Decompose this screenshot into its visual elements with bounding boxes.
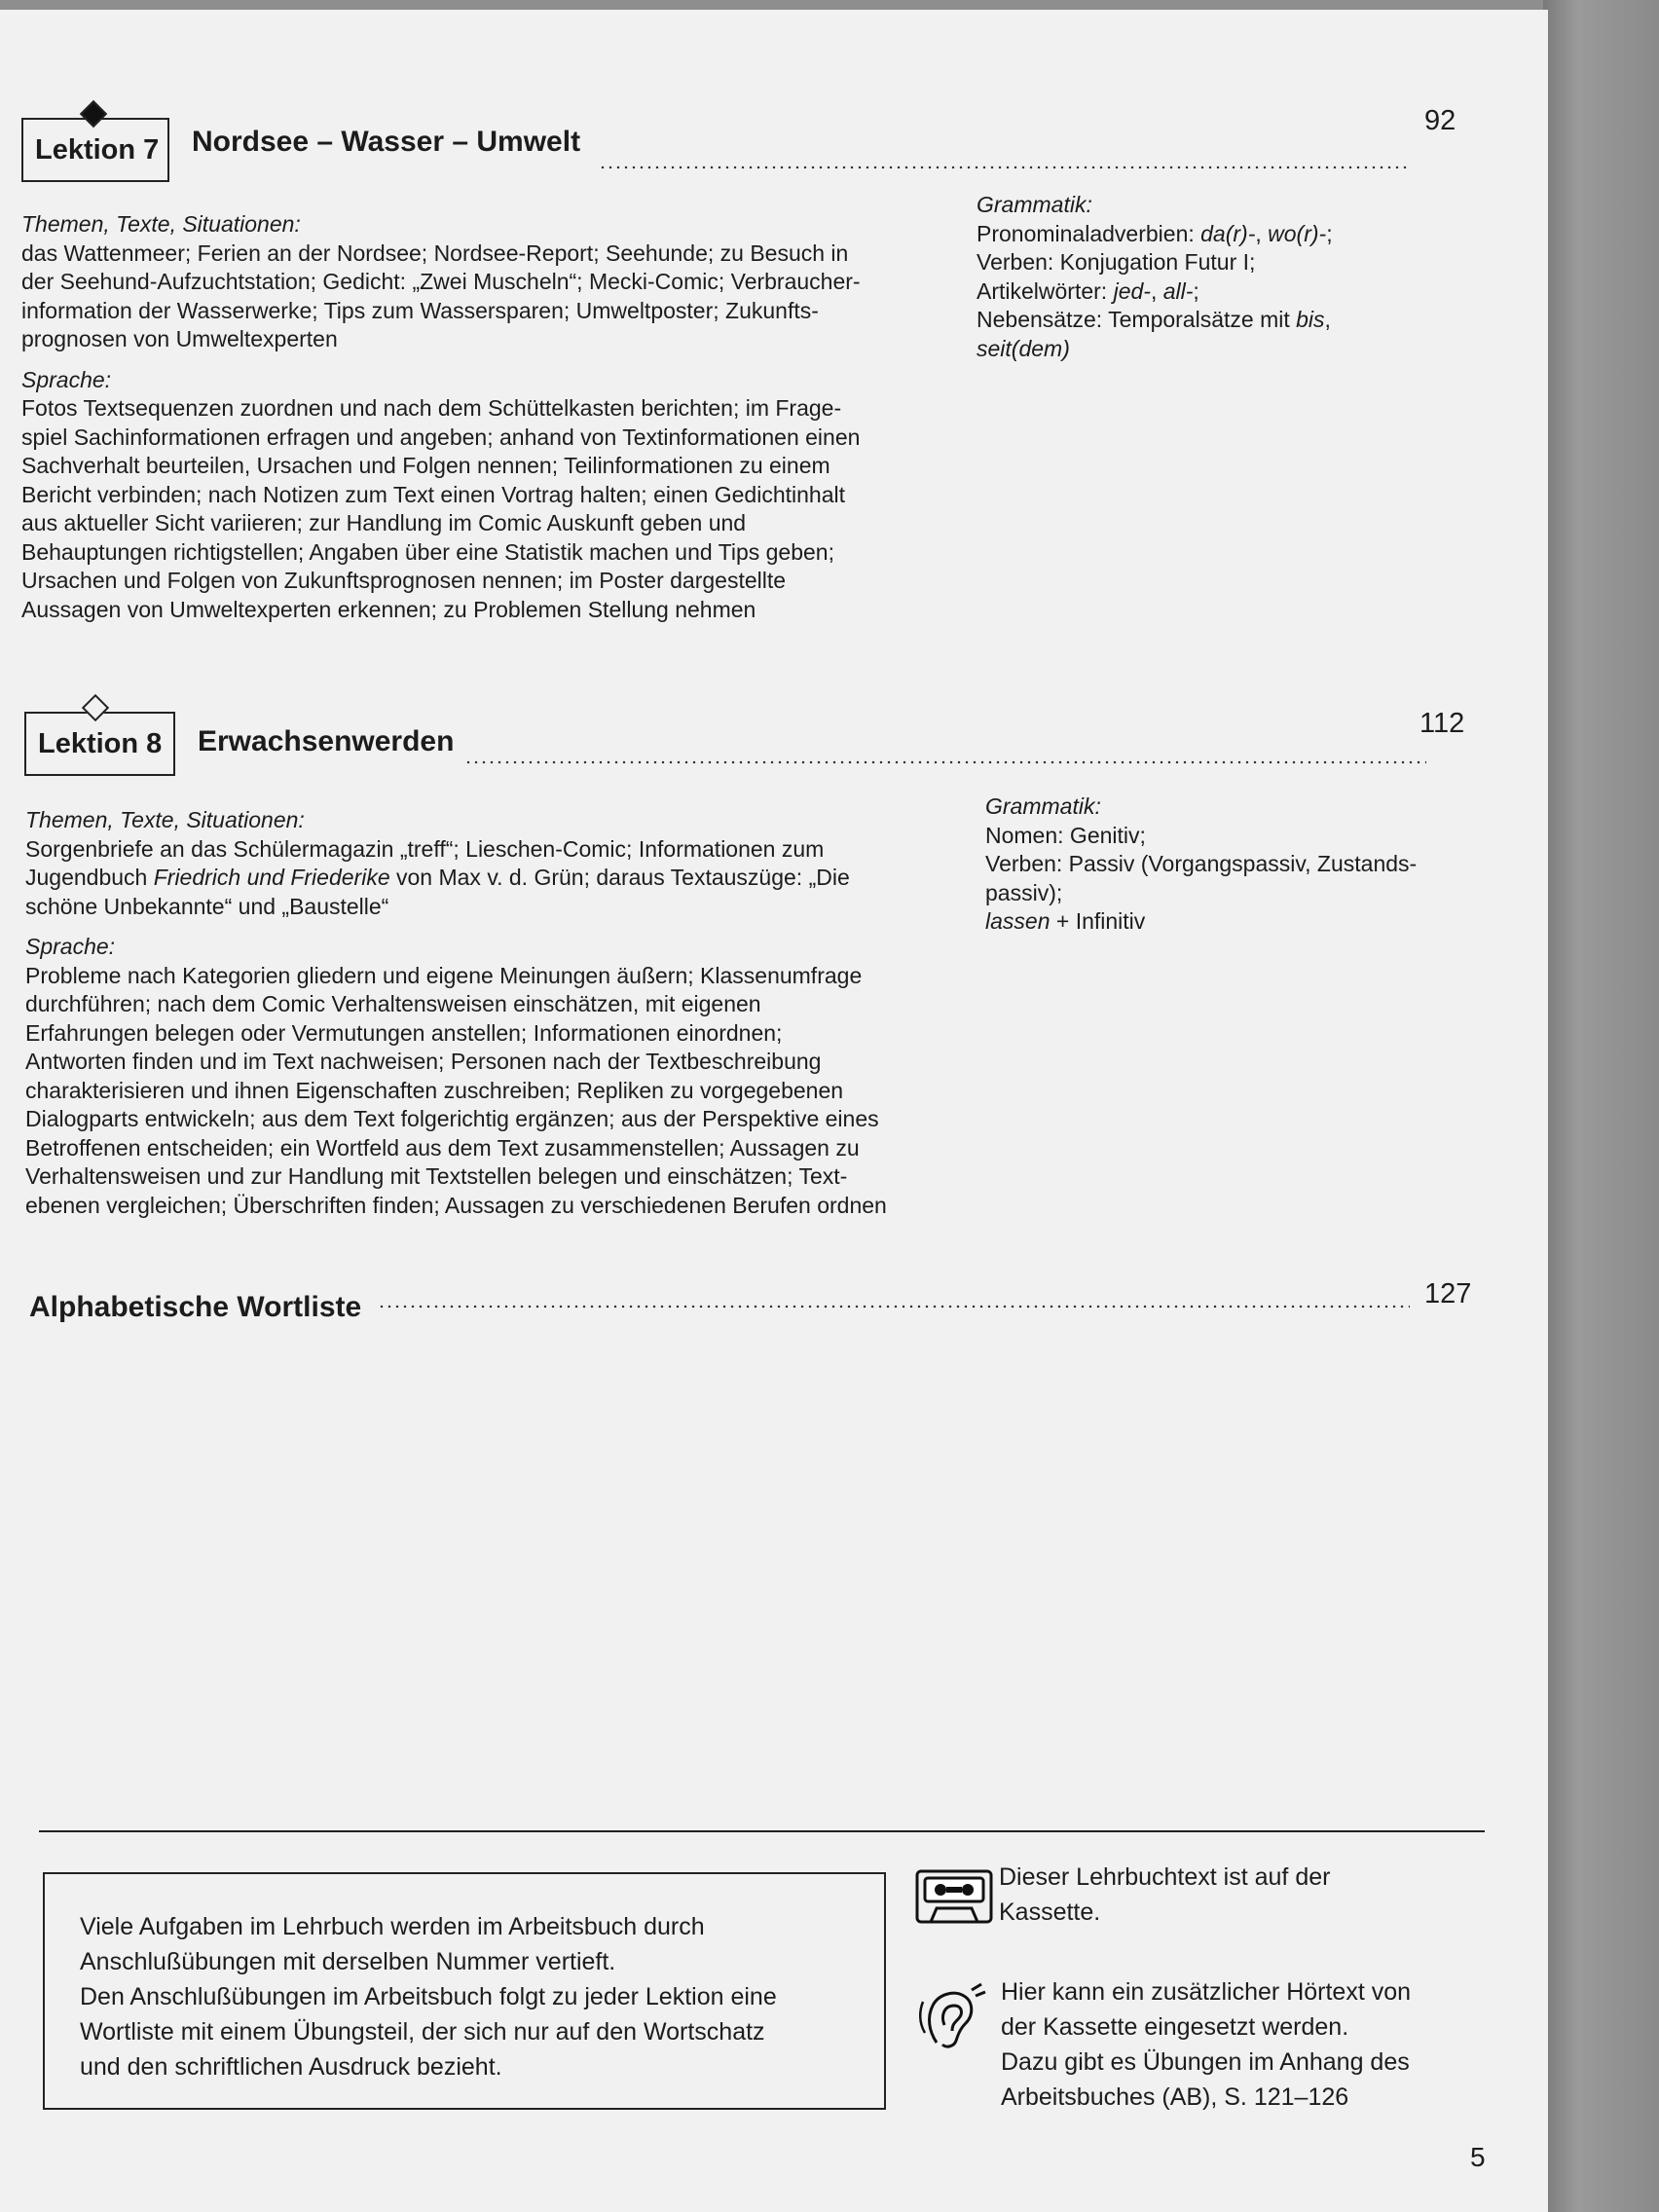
themen-line: information der Wasserwerke; Tips zum Wassersparen; Umweltposter; Zukunfts- <box>21 297 819 323</box>
grammar-line: lassen + Infinitiv <box>985 908 1146 934</box>
sprache-line: Ursachen und Folgen von Zukunftsprognosen nennen; im Poster dargestellte <box>21 568 787 593</box>
grammar-line: passiv); <box>985 879 1063 905</box>
grammar-line: Artikelwörter: jed-, all-; <box>977 277 1199 304</box>
info-box <box>43 1872 886 2110</box>
sprache-label: Sprache: <box>21 366 112 392</box>
leader-dots <box>378 1305 1410 1309</box>
lesson-8-title: Erwachsenwerden <box>198 725 455 757</box>
grammatik-label: Grammatik: <box>977 192 1092 217</box>
lesson-8-content <box>25 806 984 1220</box>
legend-line: Kassette. <box>999 1899 1101 1926</box>
sprache-line: Dialogparts entwickeln; aus dem Text folgerichtig ergänzen; aus der Perspektive eines <box>25 1106 879 1131</box>
ear-legend <box>1001 1974 1517 2115</box>
info-line: und den schriftlichen Ausdruck bezieht. <box>80 2053 502 2081</box>
themen-line: der Seehund-Aufzuchtstation; Gedicht: „Zwei Muscheln“; Mecki-Comic; Verbraucher- <box>21 269 861 294</box>
sprache-line: Betroffenen entscheiden; ein Wortfeld aus dem Text zusammenstellen; Aussagen zu <box>25 1134 860 1161</box>
grammar-line: Pronominaladverbien: da(r)-, wo(r)-; <box>977 220 1333 246</box>
wortliste-page-number: 127 <box>1424 1278 1472 1309</box>
legend-line: Dazu gibt es Übungen im Anhang des <box>1001 2048 1410 2076</box>
legend-line: Dieser Lehrbuchtext ist auf der <box>999 1863 1331 1891</box>
lesson-8-label: Lektion 8 <box>24 712 175 776</box>
themen-line: Sorgenbriefe an das Schülermagazin „treff“; Lieschen-Comic; Informationen zum <box>25 835 825 862</box>
page-number: 5 <box>1470 2142 1486 2172</box>
grammar-line: seit(dem) <box>977 335 1070 361</box>
leader-dots <box>599 166 1409 169</box>
sprache-line: Aussagen von Umweltexperten erkennen; zu Problemen Stellung nehmen <box>21 596 756 622</box>
horizontal-rule <box>39 1830 1485 1832</box>
lesson-8-grammar <box>985 793 1501 937</box>
lesson-7-content <box>21 210 956 624</box>
sprache-line: Probleme nach Kategorien gliedern und eigene Meinungen äußern; Klassenumfrage <box>25 962 863 988</box>
sprache-label: Sprache: <box>25 934 116 959</box>
lesson-7-label: Lektion 7 <box>21 118 169 182</box>
sprache-line: aus aktueller Sicht variieren; zur Handlung im Comic Auskunft geben und <box>21 510 747 535</box>
sprache-line: Erfahrungen belegen oder Vermutungen anstellen; Informationen einordnen; <box>25 1019 783 1046</box>
sprache-line: ebenen vergleichen; Überschriften finden; Aussagen zu verschiedenen Berufen ordnen <box>25 1192 887 1218</box>
lesson-7-page-number: 92 <box>1424 105 1456 136</box>
lesson-7-header <box>21 118 1540 186</box>
lesson-7-grammar <box>977 191 1463 363</box>
info-line: Den Anschlußübungen im Arbeitsbuch folgt zu jeder Lektion eine <box>80 1983 777 2010</box>
info-line: Wortliste mit einem Übungsteil, der sich nur auf den Wortschatz <box>80 2018 765 2046</box>
grammar-line: Verben: Passiv (Vorgangspassiv, Zustands- <box>985 851 1418 876</box>
ear-icon <box>917 1982 987 2052</box>
sprache-line: Behauptungen richtigstellen; Angaben über eine Statistik machen und Tips geben; <box>21 538 834 565</box>
themen-line: Jugendbuch Friedrich und Friederike von Max v. d. Grün; daraus Textauszüge: „Die <box>25 865 850 890</box>
legend-line: der Kassette eingesetzt werden. <box>1001 2013 1349 2041</box>
grammar-line: Nomen: Genitiv; <box>985 822 1146 848</box>
sprache-line: charakterisieren und ihnen Eigenschaften zuschreiben; Repliken zu vorgegebenen <box>25 1077 844 1103</box>
legend-line: Hier kann ein zusätzlicher Hörtext von <box>1001 1978 1412 2006</box>
sprache-line: Verhaltensweisen und zur Handlung mit Textstellen belegen und einschätzen; Text- <box>25 1163 848 1189</box>
wortliste-title: Alphabetische Wortliste <box>29 1291 362 1323</box>
info-line: Viele Aufgaben im Lehrbuch werden im Arbeitsbuch durch <box>80 1913 705 1940</box>
themen-line: das Wattenmeer; Ferien an der Nordsee; Nordsee-Report; Seehunde; zu Besuch in <box>21 240 849 266</box>
sprache-line: spiel Sachinformationen erfragen und angeben; anhand von Textinformationen einen <box>21 424 861 450</box>
sprache-line: Antworten finden und im Text nachweisen; Personen nach der Textbeschreibung <box>25 1049 822 1074</box>
themen-line: schöne Unbekannte“ und „Baustelle“ <box>25 893 389 919</box>
lesson-8-header <box>24 712 1543 780</box>
grammar-line: Nebensätze: Temporalsätze mit bis, <box>977 307 1331 332</box>
info-line: Anschlußübungen mit derselben Nummer vertieft. <box>80 1948 616 1975</box>
cassette-icon <box>915 1869 993 1924</box>
cassette-legend <box>999 1860 1505 1930</box>
legend-line: Arbeitsbuches (AB), S. 121–126 <box>1001 2083 1349 2111</box>
leader-dots <box>464 760 1426 764</box>
themen-label: Themen, Texte, Situationen: <box>21 211 301 237</box>
sprache-line: Bericht verbinden; nach Notizen zum Text einen Vortrag halten; einen Gedichtinhalt <box>21 481 845 507</box>
lesson-7-title: Nordsee – Wasser – Umwelt <box>192 126 581 158</box>
lesson-8-page-number: 112 <box>1419 708 1465 739</box>
sprache-line: durchführen; nach dem Comic Verhaltensweisen einschätzen, mit eigenen <box>25 991 761 1016</box>
sprache-line: Fotos Textsequenzen zuordnen und nach dem Schüttelkasten berichten; im Frage- <box>21 395 842 421</box>
grammar-line: Verben: Konjugation Futur I; <box>977 249 1256 275</box>
themen-line: prognosen von Umweltexperten <box>21 326 338 351</box>
sprache-line: Sachverhalt beurteilen, Ursachen und Folgen nennen; Teilinformationen zu einem <box>21 453 830 478</box>
page-edge-shadow <box>1543 0 1659 2212</box>
grammatik-label: Grammatik: <box>985 793 1101 819</box>
themen-label: Themen, Texte, Situationen: <box>25 807 305 832</box>
